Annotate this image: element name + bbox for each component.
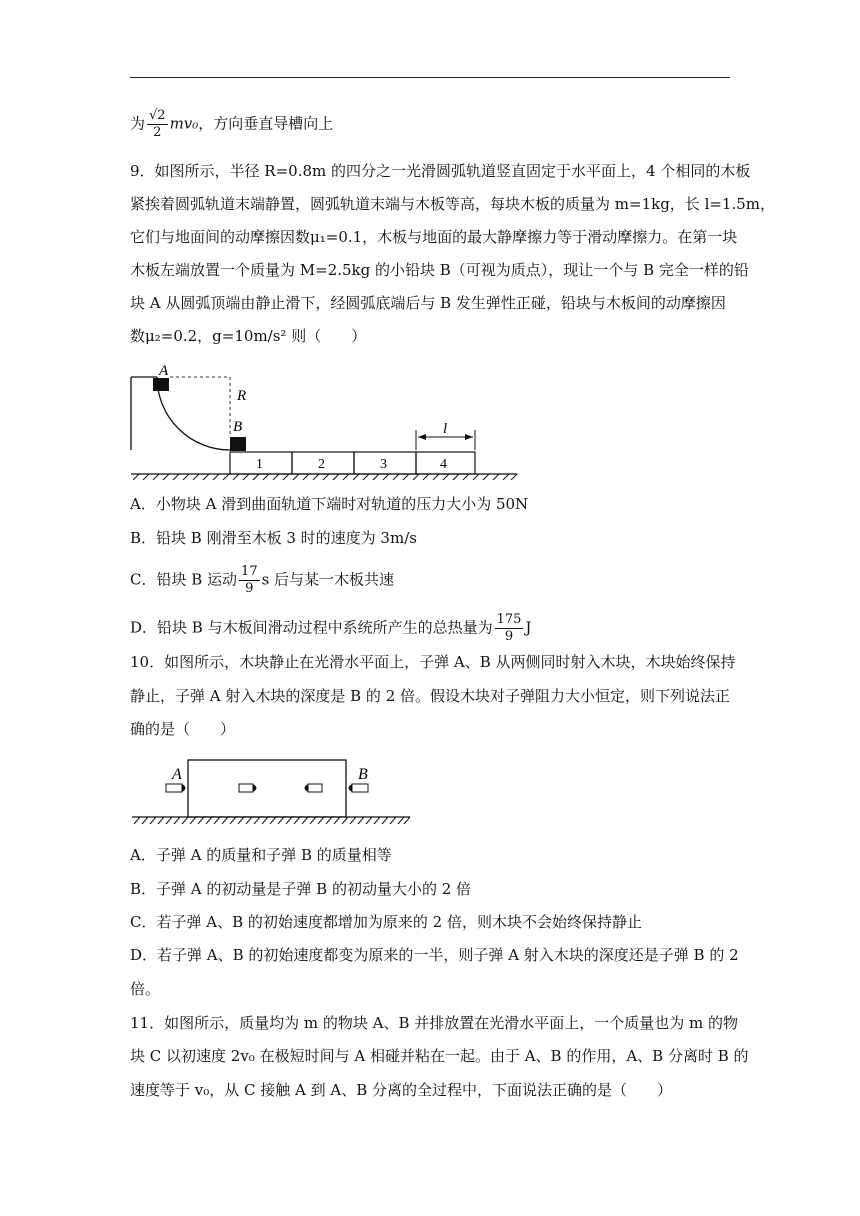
- q10-line-3: 确的是（ ）: [130, 720, 236, 738]
- q10-option-d: D．若子弹 A、B 的初始速度都变为原来的一半，则子弹 A 射入木块的深度还是子弹 B 的 2: [130, 946, 739, 964]
- label-a: A: [172, 766, 182, 783]
- label-b: B: [358, 766, 368, 783]
- q10-option-d-cont: 倍。: [130, 980, 161, 998]
- board-2-label: 2: [318, 457, 325, 472]
- q10-option-c: C．若子弹 A、B 的初始速度都增加为原来的 2 倍，则木块不会始终保持静止: [130, 913, 642, 931]
- label-a: A: [159, 365, 169, 379]
- fragment-prefix: 为: [130, 114, 146, 133]
- q9-line-4: 木板左端放置一个质量为 M=2.5kg 的小铅块 B（可视为质点），现让一个与 B 完全一样的铅: [130, 261, 749, 279]
- q9-line-6: 数μ₂=0.2，g=10m/s² 则（ ）: [130, 327, 367, 345]
- label-r: R: [237, 388, 247, 404]
- previous-answer-fragment: [130, 108, 333, 141]
- fraction-175-9: $\frac{175}{9}$: [496, 612, 522, 644]
- block-b: [230, 437, 246, 451]
- q9-line-5: 块 A 从圆弧顶端由静止滑下，经圆弧底端后与 B 发生弹性正碰，铅块与木板间的动摩擦因: [130, 294, 726, 312]
- q9-option-b: B．铅块 B 刚滑至木板 3 时的速度为 3m/s: [130, 529, 417, 547]
- label-l: l: [443, 421, 448, 437]
- q9-option-d: D．铅块 B 与木板间滑动过程中系统所产生的总热量为 $\frac{175}{9}$ J: [130, 612, 532, 644]
- bullet-in-block-a: [239, 784, 257, 792]
- sqrt2-over-2-fraction: $\frac{√2}{2}$: [149, 108, 166, 140]
- label-b: B: [233, 419, 243, 435]
- q9-option-a: A．小物块 A 滑到曲面轨道下端时对轨道的压力大小为 50N: [130, 495, 529, 513]
- q11-line-2: 块 C 以初速度 2v₀ 在极短时间与 A 相碰并粘在一起。由于 A、B 的作用，A、B 分离时 B 的: [130, 1047, 749, 1065]
- q10-figure: [128, 757, 418, 832]
- q10-option-b: B．子弹 A 的初动量是子弹 B 的初动量大小的 2 倍: [130, 880, 472, 898]
- header-rule: [130, 77, 730, 78]
- q10-option-a: A．子弹 A 的质量和子弹 B 的质量相等: [130, 846, 392, 864]
- block-a: [153, 378, 169, 391]
- bullet-b: [349, 784, 369, 792]
- board-1-label: 1: [256, 457, 263, 472]
- q11-line-1: 11．如图所示，质量均为 m 的物块 A、B 并排放置在光滑水平面上，一个质量也为 m 的物: [130, 1014, 739, 1032]
- q10-line-2: 静止，子弹 A 射入木块的深度是 B 的 2 倍。假设木块对子弹阻力大小恒定，则下列说法正: [130, 687, 731, 705]
- q9-line-2: 紧挨着圆弧轨道末端静置，圆弧轨道末端与木板等高，每块木板的质量为 m=1kg，长 l=1.5m，: [130, 195, 776, 213]
- board-4-label: 4: [440, 457, 447, 472]
- q9-line-3: 它们与地面间的动摩擦因数μ₁=0.1，木板与地面的最大静摩擦力等于滑动摩擦力。在第一块: [130, 228, 738, 246]
- q9-option-c: C．铅块 B 运动 $\frac{17}{9}$ s 后与某一木板共速: [130, 564, 395, 596]
- fragment-suffix: ，方向垂直导槽向上: [198, 114, 334, 133]
- fragment-expression: mv₀: [169, 114, 199, 133]
- bullet-in-block-b: [305, 784, 323, 792]
- q10-line-1: 10．如图所示，木块静止在光滑水平面上，子弹 A、B 从两侧同时射入木块，木块始终保持: [130, 653, 736, 671]
- bullet-a: [166, 784, 186, 792]
- q9-line-1: 9．如图所示，半径 R=0.8m 的四分之一光滑圆弧轨道竖直固定于水平面上，4 个相同的木板: [130, 162, 751, 180]
- fraction-17-9: $\frac{17}{9}$: [241, 564, 258, 596]
- q11-line-3: 速度等于 v₀，从 C 接触 A 到 A、B 分离的全过程中，下面说法正确的是（ ）: [130, 1081, 673, 1099]
- board-3-label: 3: [380, 457, 387, 472]
- q9-figure: [125, 365, 525, 480]
